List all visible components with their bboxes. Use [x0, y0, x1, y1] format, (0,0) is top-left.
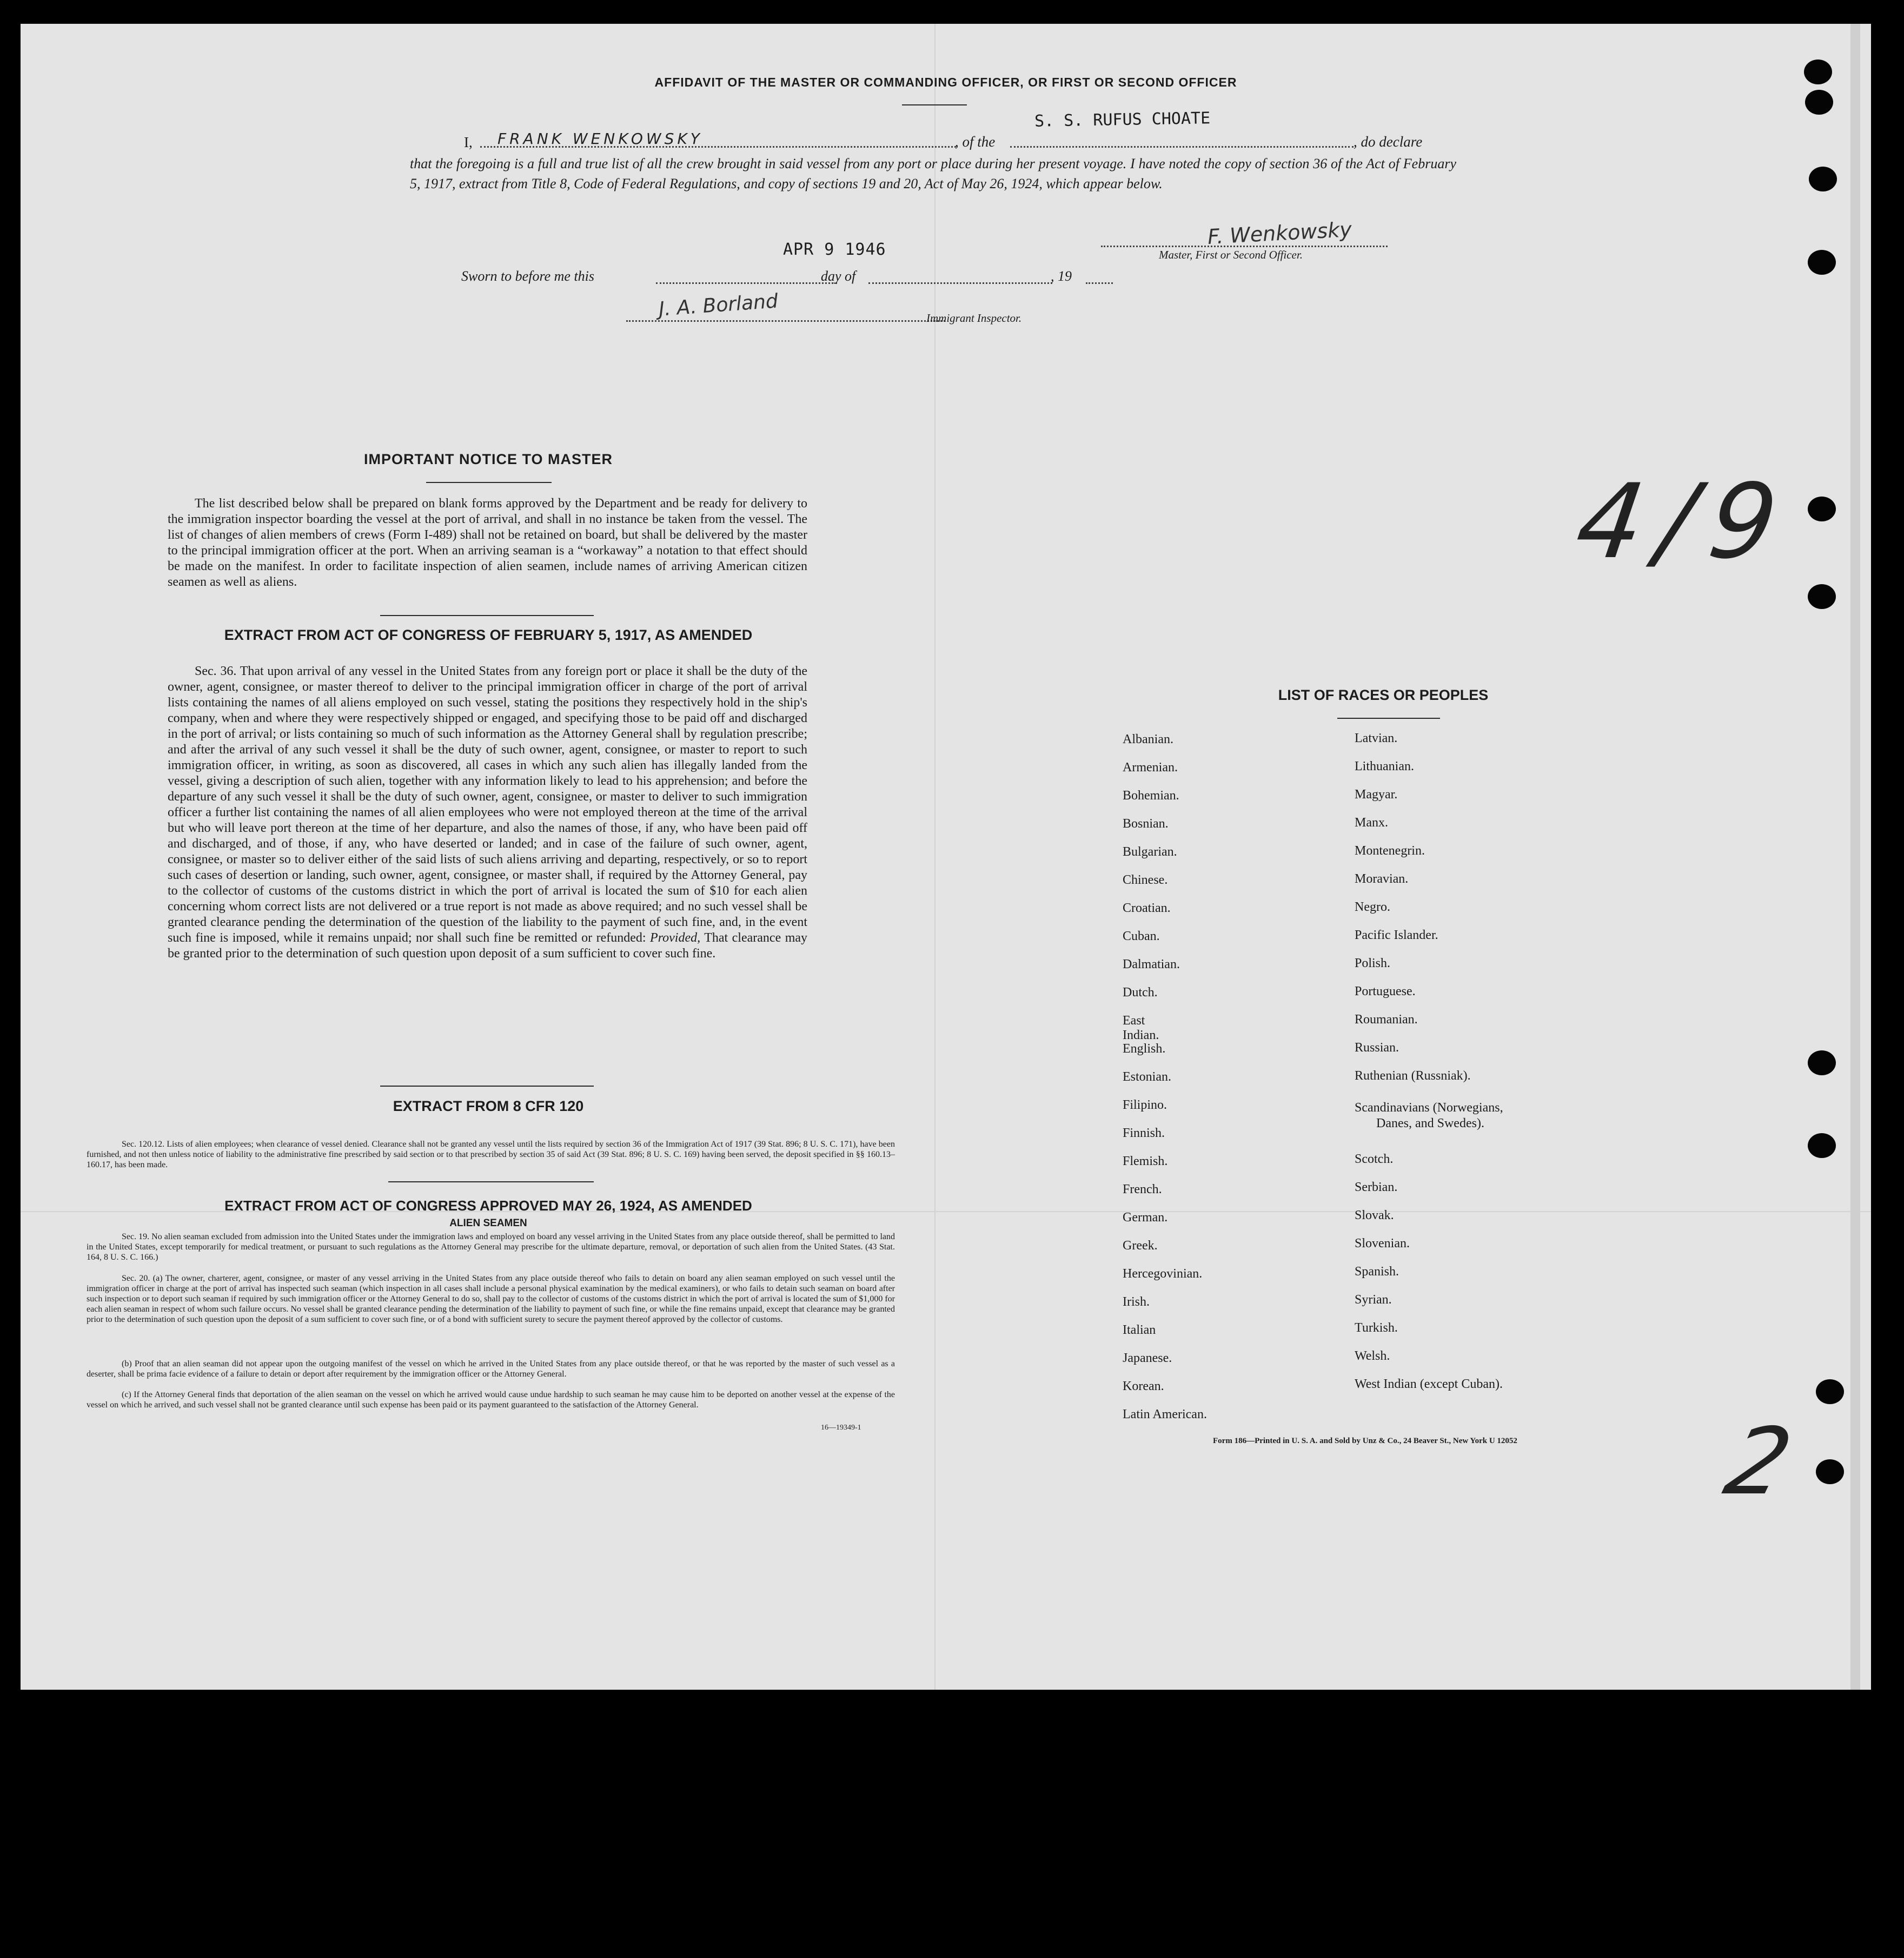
- race-item: Flemish.: [1123, 1154, 1168, 1168]
- punch-hole: [1805, 90, 1833, 115]
- race-item: Scotch.: [1355, 1152, 1394, 1166]
- cfr-body: Sec. 120.12. Lists of alien employees; when clearance of vessel denied. Clearance shall not be granted any vessel until the lists required by section 36 of the Immigration Act of 1917 (39 Stat. 896; 8 U. S. C. 171), have been furnished, and not then unless notice of liability to the administrative fine prescribed by said section or to that prescribed by section 35 of said Act (39 Stat. 896; 8 U. S. C. 169) having been served, the deposit specified in §§ 160.13–160.17, has been made.: [87, 1140, 895, 1169]
- race-item: Latvian.: [1355, 731, 1398, 745]
- punch-hole: [1808, 1133, 1836, 1158]
- race-item: Japanese.: [1123, 1351, 1172, 1365]
- race-item: English.: [1123, 1042, 1166, 1056]
- race-item: Roumanian.: [1355, 1013, 1418, 1027]
- race-item: Polish.: [1355, 956, 1391, 970]
- race-item: Hercegovinian.: [1123, 1267, 1203, 1281]
- race-item: Albanian.: [1123, 732, 1173, 746]
- race-item: Danes, and Swedes).: [1376, 1116, 1484, 1130]
- race-item: Dalmatian.: [1123, 957, 1180, 971]
- act1924-sec20b: (b) Proof that an alien seaman did not appear upon the outgoing manifest of the vessel on which he arrived in the United States from any place outside thereof, or that he was reported by the master of such vessel as a deserter, shall be prima facie evidence of a failure to detain or deport after requirement by the immigration officer or the Attorney General.: [87, 1359, 895, 1379]
- cfr-title: EXTRACT FROM 8 CFR 120: [393, 1098, 584, 1114]
- race-item: Irish.: [1123, 1295, 1150, 1309]
- race-item: Welsh.: [1355, 1349, 1390, 1363]
- punch-hole: [1808, 584, 1836, 609]
- act1924-sec20a: Sec. 20. (a) The owner, charterer, agent, consignee, or master of any vessel arriving in the United States from any place outside thereof who fails to detain on board any alien seaman employed on such vessel until the immigration officer in charge at the port of arrival has inspected such seaman (which inspection in all cases shall include a personal physical examination by the medical examiners), or who fails to detain such seaman on board after such inspection or to deport such seaman if required by such immigration officer or the Attorney General to do so, shall pay to the collector of customs of the customs district in which the port of arrival is located the sum of $1,000 for each alien seaman in respect of whom such failure occurs. No vessel shall be granted clearance pending the determination of the liability to payment of such fine, or while the fine remains unpaid, except that clearance may be granted prior to the determination of such question upon the deposit of a sum sufficient to cover such fine, or of a bond with sufficient surety to secure the payment thereof approved by the collector of customs.: [87, 1274, 895, 1324]
- notice-title: IMPORTANT NOTICE TO MASTER: [364, 451, 613, 467]
- races-title: LIST OF RACES OR PEOPLES: [1278, 687, 1489, 703]
- race-item: Filipino.: [1123, 1098, 1167, 1112]
- race-item: Bohemian.: [1123, 789, 1179, 803]
- race-item: Negro.: [1355, 900, 1390, 914]
- act1917-body-a: That upon arrival of any vessel in the United States from any foreign port or place it shall be the duty of the owner, agent, consignee, or master thereof to deliver to the principal immigration officer in charge of the port of arrival lists containing the names of all aliens employed on such vessel, stating the positions they respectively hold in the ship's company, when and where they were respectively shipped or engaged, and specifying those to be paid off and discharged in the port of arrival; or lists containing so much of such information as the Attorney General shall by regulation prescribe; and after the arrival of any such vessel it shall be the duty of such owner, agent, consignee, or master to report to such immigration officer, in writing, as soon as discovered, all cases in which any such alien has illegally landed from the vessel, giving a description of such alien, together with any information likely to lead to his apprehension; and before the departure of any such vessel it shall be the duty of such owner, agent, consignee, or master to deliver to such immigration officer a further list containing the names of all alien employees who were not employed thereon at the time of the arrival but who will leave port thereon at the time of her departure, and also the names of those, if any, who have been paid off and discharged, and of those, if any, who have deserted or landed; and in case of the failure of such owner, agent, consignee, or master so to deliver either of the said lists of such aliens arriving and departing, respectively, or so to report such cases of desertion or landing, such owner, agent, consignee, or master shall, if required by the Attorney General, pay to the collector of customs of the customs district in which the port of arrival is located the sum of $10 for each alien concerning whom correct lists are not delivered or a true report is not made as above required; and no such vessel shall be granted clearance pending the determination of the question of the liability to the payment of such fine, and, in the event such fine is imposed, while it remains unpaid; nor shall such fine be remitted or refunded:: [168, 664, 807, 945]
- race-item: Portuguese.: [1355, 984, 1416, 998]
- punch-hole: [1808, 1050, 1836, 1075]
- race-item: Lithuanian.: [1355, 759, 1414, 773]
- race-item: Montenegrin.: [1355, 844, 1425, 858]
- handwritten-page-mark: 4/9: [1569, 462, 1801, 581]
- act1924-subtitle: ALIEN SEAMEN: [449, 1218, 527, 1229]
- sworn-day-line: [656, 282, 837, 284]
- form-footer: Form 186—Printed in U. S. A. and Sold by Unz & Co., 24 Beaver St., New York U 12052: [1213, 1437, 1517, 1445]
- race-item: Italian: [1123, 1323, 1156, 1337]
- inspector-signature: J. A. Borland: [658, 290, 779, 321]
- race-item: Dutch.: [1123, 985, 1158, 1000]
- affidavit-title: AFFIDAVIT OF THE MASTER OR COMMANDING OFFICER, OR FIRST OR SECOND OFFICER: [654, 75, 1237, 89]
- master-signature: F. Wenkowsky: [1207, 217, 1352, 249]
- act1924-sec20c: (c) If the Attorney General finds that deportation of the alien seaman on the vessel on which he arrived would cause undue hardship to such seaman he may cause him to be deported on another vessel at the expense of the vessel on which he arrived, and such vessel shall not be granted clearance until such expense has been paid or its payment guaranteed to the satisfaction of the Attorney General.: [87, 1390, 895, 1410]
- inspector-signature-line: [626, 320, 945, 322]
- race-item: Korean.: [1123, 1379, 1164, 1393]
- race-item: Slovak.: [1355, 1208, 1394, 1222]
- race-item: East Indian.: [1123, 1014, 1159, 1042]
- sworn-year-line: [1086, 282, 1113, 284]
- act1917-end-rule: [380, 1086, 594, 1087]
- races-title-rule: [1337, 718, 1440, 719]
- sworn-label: Sworn to before me this: [461, 268, 595, 284]
- punch-hole: [1816, 1459, 1844, 1484]
- race-item: Latin American.: [1123, 1407, 1207, 1421]
- act1917-sec-label: Sec. 36.: [195, 664, 237, 678]
- vessel-name-stamp: S. S. RUFUS CHOATE: [1034, 109, 1211, 131]
- race-item: Spanish.: [1355, 1265, 1399, 1279]
- race-item: Finnish.: [1123, 1126, 1165, 1140]
- master-signature-caption: Master, First or Second Officer.: [1159, 248, 1303, 261]
- notice-end-rule: [380, 615, 594, 616]
- race-item: Greek.: [1123, 1239, 1158, 1253]
- notice-title-rule: [426, 482, 552, 483]
- punch-hole: [1809, 167, 1837, 191]
- date-stamp: APR 9 1946: [783, 240, 886, 259]
- act1917-body-b: That clearance may be granted prior to the determination of such question upon deposit of a sum sufficient to cover such fine.: [168, 931, 808, 961]
- affidavit-line1-prefix: I,: [464, 134, 473, 150]
- race-item: Serbian.: [1355, 1180, 1398, 1194]
- race-item: Armenian.: [1123, 760, 1178, 775]
- affidavit-of-the: , of the: [955, 134, 996, 150]
- race-item: West Indian (except Cuban).: [1355, 1377, 1503, 1391]
- race-item: Estonian.: [1123, 1070, 1171, 1084]
- act1924-title: EXTRACT FROM ACT OF CONGRESS APPROVED MAY 26, 1924, AS AMENDED: [224, 1198, 752, 1214]
- act1917-title: EXTRACT FROM ACT OF CONGRESS OF FEBRUARY 5, 1917, AS AMENDED: [224, 627, 753, 643]
- sworn-day-of: day of: [821, 268, 856, 284]
- punch-hole: [1808, 497, 1836, 521]
- act1917-provided: Provided,: [650, 931, 701, 945]
- master-name-handwritten: FRANK WENKOWSKY: [497, 130, 703, 148]
- race-item: French.: [1123, 1182, 1162, 1196]
- race-item: Cuban.: [1123, 929, 1160, 943]
- race-item: German.: [1123, 1210, 1168, 1225]
- punch-hole: [1804, 59, 1832, 84]
- affidavit-body: that the foregoing is a full and true list of all the crew brought in said vessel from any port or place during her present voyage. I have noted the copy of section 36 of the Act of February 5, 1917, extract from Title 8, Code of Federal Regulations, and copy of sections 19 and 20, Act of May 26, 1924, which appear below.: [410, 156, 1456, 191]
- punch-hole: [1808, 250, 1836, 275]
- race-item: Chinese.: [1123, 873, 1168, 887]
- sheet-right-edge: [1850, 24, 1860, 1690]
- race-item: Bosnian.: [1123, 817, 1169, 831]
- affidavit-do-declare: , do declare: [1354, 134, 1423, 150]
- race-item: Moravian.: [1355, 872, 1409, 886]
- race-item: Croatian.: [1123, 901, 1171, 915]
- cfr-end-rule: [388, 1181, 594, 1182]
- race-item: Pacific Islander.: [1355, 928, 1438, 942]
- race-item: Magyar.: [1355, 788, 1398, 802]
- race-item: Russian.: [1355, 1041, 1399, 1055]
- fold-line-vertical: [934, 24, 936, 1690]
- race-item: Slovenian.: [1355, 1236, 1410, 1251]
- handwritten-corner-mark: 2: [1715, 1408, 1802, 1516]
- race-item: Scandinavians (Norwegians,: [1355, 1101, 1503, 1115]
- inspector-caption: Immigrant Inspector.: [926, 312, 1022, 325]
- punch-hole: [1816, 1379, 1844, 1404]
- race-item: Ruthenian (Russniak).: [1355, 1069, 1471, 1083]
- act1924-sec19: Sec. 19. No alien seaman excluded from admission into the United States under the immigration laws and employed on board any vessel arriving in the United States from any place outside thereof, shall be permitted to land in the United States, except temporarily for medical treatment, or pursuant to such regulations as the Attorney General may prescribe for the ultimate departure, removal, or deportation of such alien from the United States. (43 Stat. 164, 8 U. S. C. 166.): [87, 1232, 895, 1262]
- affidavit-title-rule: [902, 104, 967, 105]
- race-item: Manx.: [1355, 816, 1388, 830]
- race-item: Bulgarian.: [1123, 845, 1177, 859]
- vessel-name-line: [1010, 146, 1354, 148]
- act1924-code: 16—19349-1: [821, 1424, 861, 1432]
- race-item: Syrian.: [1355, 1293, 1392, 1307]
- document-sheet: [21, 24, 1871, 1690]
- race-item: Turkish.: [1355, 1321, 1398, 1335]
- sworn-year-prefix: , 19: [1051, 268, 1072, 284]
- act1917-body: [168, 664, 807, 962]
- sworn-month-line: [868, 282, 1052, 284]
- notice-body: The list described below shall be prepared on blank forms approved by the Department and be ready for delivery to the immigration inspector boarding the vessel at the port of arrival, and shall in no instance be taken from the vessel. The list of changes of alien members of crews (Form I-489) shall not be retained on board, but shall be delivered by the master to the principal immigration officer at the port. When an arriving seaman is a “workaway” a notation to that effect should be made on the manifest. In order to facilitate inspection of alien seamen, include names of arriving American citizen seamen as well as aliens.: [168, 497, 807, 589]
